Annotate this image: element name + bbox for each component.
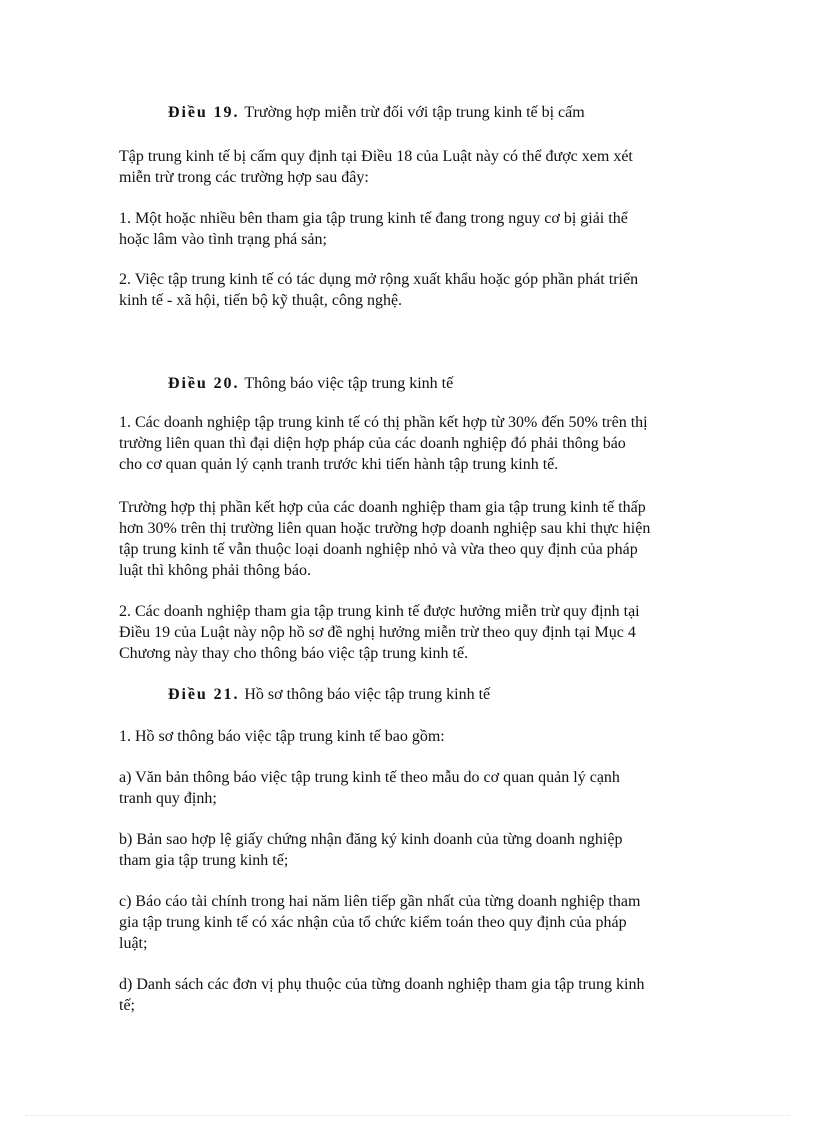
text-line: 2. Việc tập trung kinh tế có tác dụng mở rộng xuất khẩu hoặc góp phần phát triển [119,271,639,288]
text-line: tham gia tập trung kinh tế; [119,852,289,869]
text-line: kinh tế - xã hội, tiến bộ kỹ thuật, công nghệ. [119,292,403,309]
text-line: trường liên quan thì đại diện hợp pháp của các doanh nghiệp đó phải thông báo [119,435,626,452]
article-19-intro [119,146,709,188]
text-line: 1. Một hoặc nhiều bên tham gia tập trung kinh tế đang trong nguy cơ bị giải thể [119,210,628,227]
article-21-intro [119,726,709,747]
article-20-paragraph-2 [119,497,709,581]
article-21-number: Điều 21. [168,686,240,703]
article-19-item-1 [119,208,709,250]
text-line: Tập trung kinh tế bị cấm quy định tại Điều 18 của Luật này có thể được xem xét [119,148,633,165]
text-line: luật thì không phải thông báo. [119,562,311,579]
text-line: tranh quy định; [119,790,217,807]
text-line: hơn 30% trên thị trường liên quan hoặc trường hợp doanh nghiệp sau khi thực hiện [119,520,651,537]
text-line: tập trung kinh tế vẫn thuộc loại doanh nghiệp nhỏ và vừa theo quy định của pháp [119,541,638,558]
article-20-title: Thông báo việc tập trung kinh tế [244,375,454,392]
text-line: miễn trừ trong các trường hợp sau đây: [119,169,369,186]
text-line: 1. Hồ sơ thông báo việc tập trung kinh tế bao gồm: [119,728,445,745]
article-20-paragraph-1 [119,412,709,475]
article-21-item-c [119,891,709,954]
text-line: b) Bản sao hợp lệ giấy chứng nhận đăng ký kinh doanh của từng doanh nghiệp [119,831,623,848]
article-19-title: Trường hợp miễn trừ đối với tập trung kinh tế bị cấm [244,104,585,121]
article-21-item-d [119,974,709,1016]
article-21-title: Hồ sơ thông báo việc tập trung kinh tế [244,686,491,703]
article-20-paragraph-3 [119,601,709,664]
text-line: Điều 19 của Luật này nộp hồ sơ đề nghị hưởng miễn trừ theo quy định tại Mục 4 [119,624,636,641]
text-line: c) Báo cáo tài chính trong hai năm liên tiếp gần nhất của từng doanh nghiệp tham [119,893,641,910]
article-20-number: Điều 20. [168,375,240,392]
text-line: Chương này thay cho thông báo việc tập trung kinh tế. [119,645,469,662]
article-20-heading [168,373,758,394]
text-line: Trường hợp thị phần kết hợp của các doanh nghiệp tham gia tập trung kinh tế thấp [119,499,646,516]
text-line: 1. Các doanh nghiệp tập trung kinh tế có thị phần kết hợp từ 30% đến 50% trên thị [119,414,648,431]
text-line: cho cơ quan quản lý cạnh tranh trước khi tiến hành tập trung kinh tế. [119,456,559,473]
text-line: 2. Các doanh nghiệp tham gia tập trung kinh tế được hưởng miễn trừ quy định tại [119,603,640,620]
text-line: hoặc lâm vào tình trạng phá sản; [119,231,327,248]
article-21-item-b [119,829,709,871]
text-line: luật; [119,935,148,952]
text-line: d) Danh sách các đơn vị phụ thuộc của từng doanh nghiệp tham gia tập trung kinh [119,976,645,993]
article-19-item-2 [119,269,709,311]
article-19-heading [168,102,758,123]
article-19-number: Điều 19. [168,104,240,121]
text-line: a) Văn bản thông báo việc tập trung kinh tế theo mẫu do cơ quan quản lý cạnh [119,769,620,786]
article-21-heading [168,684,758,705]
text-line: gia tập trung kinh tế có xác nhận của tổ chức kiểm toán theo quy định của pháp [119,914,627,931]
text-line: tế; [119,997,135,1014]
article-21-item-a [119,767,709,809]
page-bottom-divider [26,1115,790,1116]
